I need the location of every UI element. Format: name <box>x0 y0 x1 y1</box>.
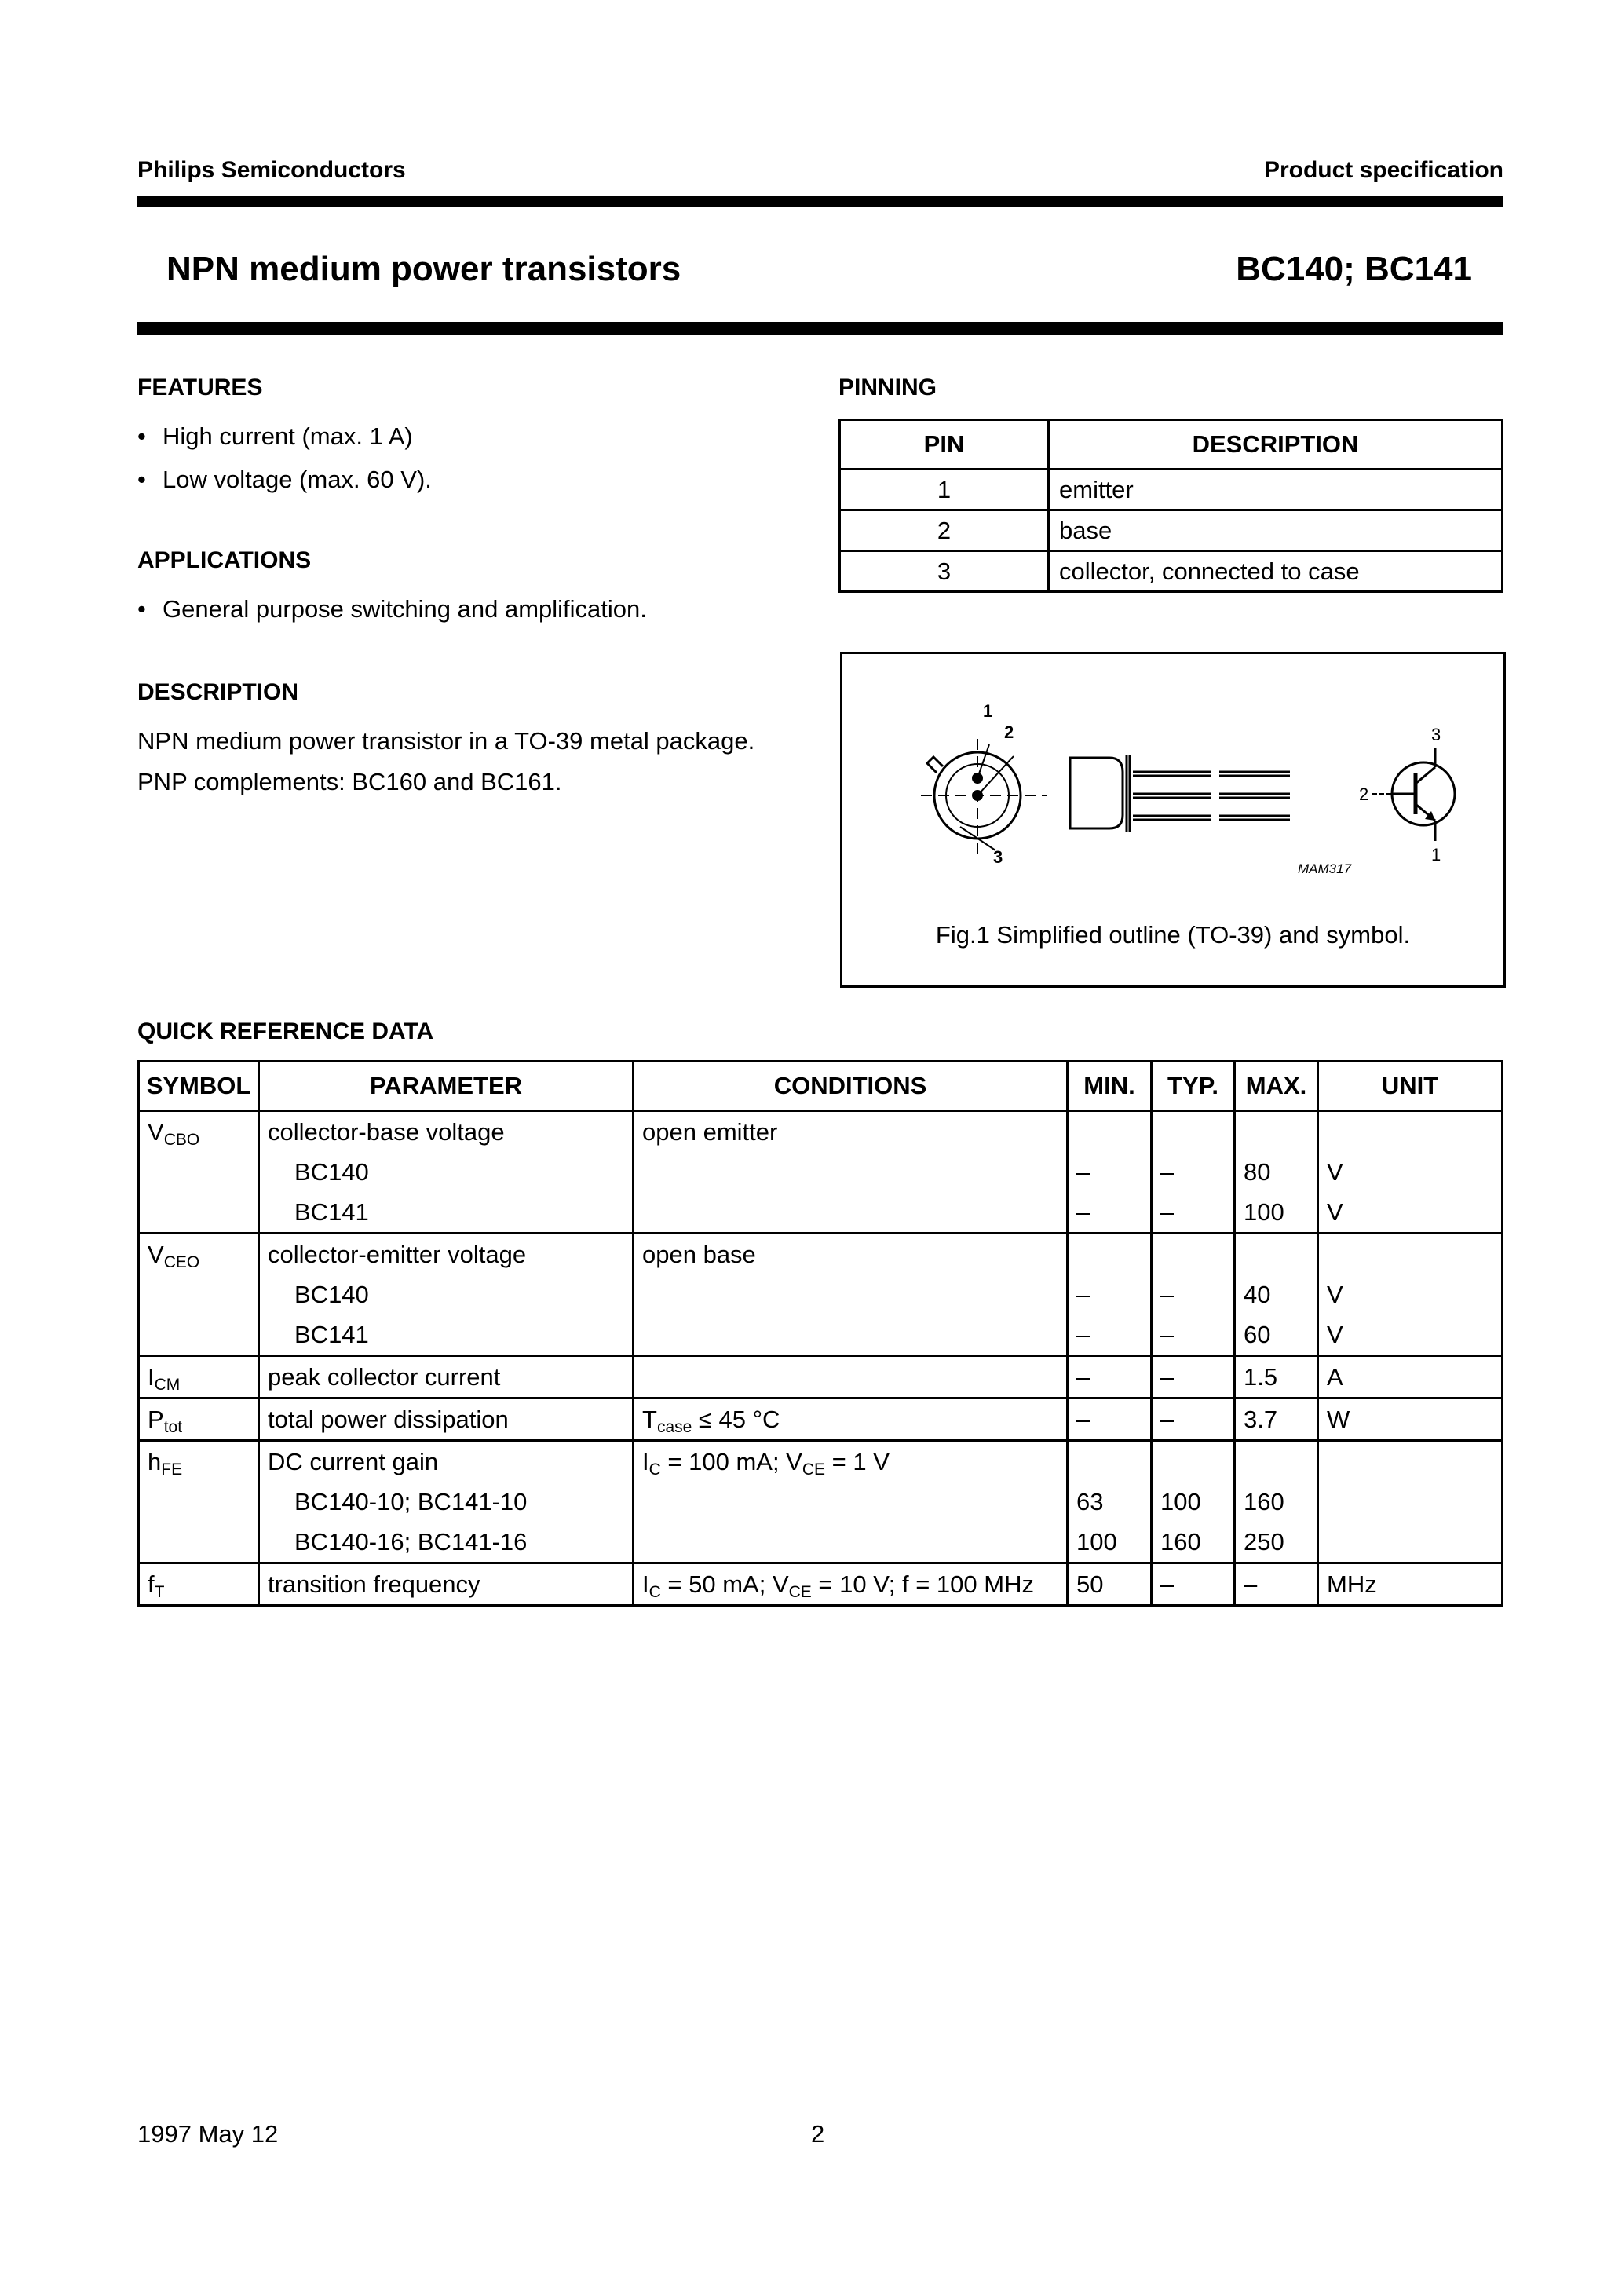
max-cell: 3.7 <box>1235 1398 1318 1441</box>
typ-cell: 100 160 <box>1152 1441 1235 1563</box>
symbol-cell: $h_{FE}$ <box>139 1441 259 1563</box>
table-header-row <box>139 1062 1503 1111</box>
unit-cell: V V <box>1318 1111 1503 1234</box>
max-cell: 160 250 <box>1235 1441 1318 1563</box>
column-header: UNIT <box>1318 1062 1503 1111</box>
part-numbers: BC140; BC141 <box>1236 250 1472 288</box>
table-row <box>139 1441 1503 1563</box>
conditions-cell: open base <box>634 1234 1068 1356</box>
typ-cell: – <box>1152 1563 1235 1606</box>
max-cell: 80 100 <box>1235 1111 1318 1234</box>
symbol-cell: $f_T$ <box>139 1563 259 1606</box>
npn-transistor-symbol <box>1372 748 1455 841</box>
applications-heading: APPLICATIONS <box>137 547 312 573</box>
table-row <box>840 470 1503 510</box>
max-cell: – <box>1235 1563 1318 1606</box>
table-row <box>840 510 1503 551</box>
column-header: DESCRIPTION <box>1049 420 1503 470</box>
pin-description: base <box>1049 510 1503 551</box>
pinning-table <box>838 419 1503 593</box>
unit-cell: MHz <box>1318 1563 1503 1606</box>
conditions-cell: $T_{case} \le 45$ °C <box>634 1398 1068 1441</box>
header-rule-top <box>137 196 1503 207</box>
table-row <box>139 1398 1503 1441</box>
min-cell: – – <box>1068 1234 1152 1356</box>
outline-pin-label: 1 <box>983 701 993 721</box>
symbol-cell: $V_{CEO}$ <box>139 1234 259 1356</box>
table-row <box>139 1356 1503 1398</box>
outline-pin-label: 2 <box>1004 722 1014 742</box>
symbol-pin-label: 2 <box>1359 784 1369 804</box>
unit-cell: W <box>1318 1398 1503 1441</box>
features-heading: FEATURES <box>137 375 263 400</box>
symbol-cell: $P_{tot}$ <box>139 1398 259 1441</box>
applications-list <box>137 587 647 631</box>
pin-description: collector, connected to case <box>1049 551 1503 592</box>
features-list <box>137 415 432 501</box>
column-header: CONDITIONS <box>634 1062 1068 1111</box>
conditions-cell: open emitter <box>634 1111 1068 1234</box>
column-header: SYMBOL <box>139 1062 259 1111</box>
feature-item: • Low voltage (max. 60 V). <box>137 466 432 493</box>
pin-number: 1 <box>840 470 1049 510</box>
parameter-cell: peak collector current <box>259 1356 634 1398</box>
unit-cell <box>1318 1441 1503 1563</box>
min-cell: – <box>1068 1398 1152 1441</box>
pin-number: 3 <box>840 551 1049 592</box>
quick-reference-heading: QUICK REFERENCE DATA <box>137 1018 434 1044</box>
figure-caption: Fig.1 Simplified outline (TO-39) and symbol. <box>935 921 1411 949</box>
min-cell: 50 <box>1068 1563 1152 1606</box>
min-cell: – – <box>1068 1111 1152 1234</box>
pinning-heading: PINNING <box>838 375 937 400</box>
symbol-pin-label: 1 <box>1431 845 1441 865</box>
typ-cell: – <box>1152 1398 1235 1441</box>
unit-cell: V V <box>1318 1234 1503 1356</box>
to39-outline-and-symbol-diagram <box>842 654 1503 913</box>
pin-number: 2 <box>840 510 1049 551</box>
conditions-cell: $I_C = 100$ mA; $V_{CE} = 1$ V <box>634 1441 1068 1563</box>
typ-cell: – <box>1152 1356 1235 1398</box>
parameter-cell: collector-base voltage BC140 BC141 <box>259 1111 634 1234</box>
parameter-cell: total power dissipation <box>259 1398 634 1441</box>
figure-code: MAM317 <box>1298 861 1352 876</box>
description-heading: DESCRIPTION <box>137 679 299 705</box>
column-header: MAX. <box>1235 1062 1318 1111</box>
typ-cell: – – <box>1152 1234 1235 1356</box>
unit-cell: A <box>1318 1356 1503 1398</box>
pin-dot <box>972 773 983 784</box>
company-name: Philips Semiconductors <box>137 157 406 183</box>
description-text: NPN medium power transistor in a TO-39 metal package. PNP complements: BC160 and BC161. <box>137 727 755 795</box>
typ-cell: – – <box>1152 1111 1235 1234</box>
to39-bottom-view <box>921 739 1047 854</box>
symbol-cell: $I_{CM}$ <box>139 1356 259 1398</box>
quick-reference-table <box>137 1060 1503 1607</box>
parameter-cell: DC current gain BC140-10; BC141-10 BC140-16; BC141-16 <box>259 1441 634 1563</box>
table-row <box>139 1234 1503 1356</box>
table-row <box>139 1563 1503 1606</box>
footer-date: 1997 May 12 <box>137 2120 279 2148</box>
min-cell: 63 100 <box>1068 1441 1152 1563</box>
figure-box <box>840 652 1506 988</box>
column-header: MIN. <box>1068 1062 1152 1111</box>
column-header: PARAMETER <box>259 1062 634 1111</box>
document-type: Product specification <box>1263 157 1503 183</box>
page-title: NPN medium power transistors <box>166 250 681 288</box>
pin-dot <box>972 790 983 801</box>
symbol-pin-label: 3 <box>1431 725 1441 744</box>
to39-side-view <box>1070 755 1290 832</box>
max-cell: 1.5 <box>1235 1356 1318 1398</box>
outline-pin-label: 3 <box>993 847 1003 867</box>
application-item: • General purpose switching and amplification. <box>137 595 647 623</box>
max-cell: 40 60 <box>1235 1234 1318 1356</box>
table-header-row <box>840 420 1503 470</box>
column-header: TYP. <box>1152 1062 1235 1111</box>
symbol-cell: $V_{CBO}$ <box>139 1111 259 1234</box>
parameter-cell: collector-emitter voltage BC140 BC141 <box>259 1234 634 1356</box>
table-row <box>840 551 1503 592</box>
conditions-cell <box>634 1356 1068 1398</box>
page-number: 2 <box>811 2120 825 2148</box>
min-cell: – <box>1068 1356 1152 1398</box>
feature-item: • High current (max. 1 A) <box>137 422 413 450</box>
column-header: PIN <box>840 420 1049 470</box>
header-rule-bottom <box>137 322 1503 335</box>
conditions-cell: $I_C = 50$ mA; $V_{CE} = 10$ V; f = 100 MHz <box>634 1563 1068 1606</box>
pin-description: emitter <box>1049 470 1503 510</box>
table-row <box>139 1111 1503 1234</box>
parameter-cell: transition frequency <box>259 1563 634 1606</box>
